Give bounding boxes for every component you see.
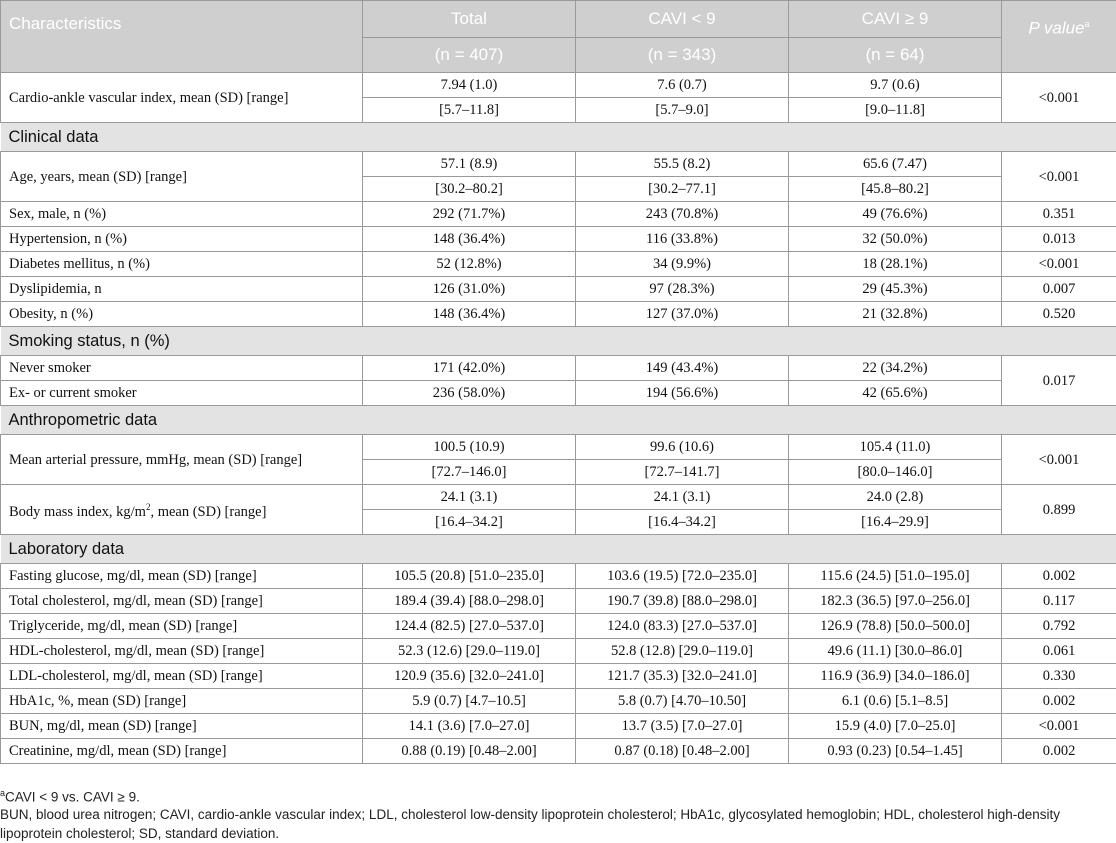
cell: [16.4–34.2] bbox=[363, 510, 576, 535]
cell: [9.0–11.8] bbox=[789, 98, 1002, 123]
row-label: HbA1c, %, mean (SD) [range] bbox=[1, 689, 363, 714]
row-label: BUN, mg/dl, mean (SD) [range] bbox=[1, 714, 363, 739]
cell: 0.88 (0.19) [0.48–2.00] bbox=[363, 739, 576, 764]
cell: 292 (71.7%) bbox=[363, 202, 576, 227]
p-value: <0.001 bbox=[1002, 252, 1116, 277]
cell: 13.7 (3.5) [7.0–27.0] bbox=[576, 714, 789, 739]
p-value: 0.792 bbox=[1002, 614, 1116, 639]
row-label: Obesity, n (%) bbox=[1, 302, 363, 327]
cell: 171 (42.0%) bbox=[363, 356, 576, 381]
cell: 7.6 (0.7) bbox=[576, 73, 789, 98]
cell: 105.5 (20.8) [51.0–235.0] bbox=[363, 564, 576, 589]
cell: 6.1 (0.6) [5.1–8.5] bbox=[789, 689, 1002, 714]
table-row bbox=[1, 739, 1116, 764]
row-label: Creatinine, mg/dl, mean (SD) [range] bbox=[1, 739, 363, 764]
cell: [30.2–77.1] bbox=[576, 177, 789, 202]
cell: 57.1 (8.9) bbox=[363, 152, 576, 177]
cell: 148 (36.4%) bbox=[363, 302, 576, 327]
cell: 120.9 (35.6) [32.0–241.0] bbox=[363, 664, 576, 689]
row-label: Age, years, mean (SD) [range] bbox=[1, 152, 363, 202]
table-row bbox=[1, 381, 1116, 406]
cell: 121.7 (35.3) [32.0–241.0] bbox=[576, 664, 789, 689]
table-row bbox=[1, 435, 1116, 460]
header-cavi-ge9: CAVI ≥ 9 bbox=[789, 1, 1002, 38]
cell: 194 (56.6%) bbox=[576, 381, 789, 406]
header-pvalue-sup: a bbox=[1085, 19, 1090, 29]
label-part: Body mass index, kg/m bbox=[9, 504, 146, 520]
cell: 22 (34.2%) bbox=[789, 356, 1002, 381]
row-label: Dyslipidemia, n bbox=[1, 277, 363, 302]
cell: 127 (37.0%) bbox=[576, 302, 789, 327]
header-n-ge9: (n = 64) bbox=[789, 38, 1002, 73]
section-row bbox=[1, 123, 1116, 152]
label-sup: 2 bbox=[146, 502, 151, 512]
table-row bbox=[1, 664, 1116, 689]
cell: 243 (70.8%) bbox=[576, 202, 789, 227]
row-label: LDL-cholesterol, mg/dl, mean (SD) [range] bbox=[1, 664, 363, 689]
cell: 52.8 (12.8) [29.0–119.0] bbox=[576, 639, 789, 664]
table-row bbox=[1, 302, 1116, 327]
row-label: Ex- or current smoker bbox=[1, 381, 363, 406]
cell: [5.7–11.8] bbox=[363, 98, 576, 123]
footnote-a bbox=[0, 784, 1116, 807]
row-label: HDL-cholesterol, mg/dl, mean (SD) [range] bbox=[1, 639, 363, 664]
p-value: <0.001 bbox=[1002, 73, 1116, 123]
cell: 124.4 (82.5) [27.0–537.0] bbox=[363, 614, 576, 639]
table-row bbox=[1, 152, 1116, 177]
p-value: 0.899 bbox=[1002, 485, 1116, 535]
row-label: Sex, male, n (%) bbox=[1, 202, 363, 227]
table-row bbox=[1, 252, 1116, 277]
cell: [72.7–146.0] bbox=[363, 460, 576, 485]
cell: 149 (43.4%) bbox=[576, 356, 789, 381]
cell: 190.7 (39.8) [88.0–298.0] bbox=[576, 589, 789, 614]
table-row bbox=[1, 589, 1116, 614]
header-n-lt9: (n = 343) bbox=[576, 38, 789, 73]
cell: 126.9 (78.8) [50.0–500.0] bbox=[789, 614, 1002, 639]
cell: 49.6 (11.1) [30.0–86.0] bbox=[789, 639, 1002, 664]
label-part: , mean (SD) [range] bbox=[150, 504, 266, 520]
p-value: 0.117 bbox=[1002, 589, 1116, 614]
header-n-total: (n = 407) bbox=[363, 38, 576, 73]
section-smoking: Smoking status, n (%) bbox=[1, 327, 1116, 356]
cell: 52.3 (12.6) [29.0–119.0] bbox=[363, 639, 576, 664]
cell: 24.1 (3.1) bbox=[576, 485, 789, 510]
cell: 18 (28.1%) bbox=[789, 252, 1002, 277]
cell: 0.87 (0.18) [0.48–2.00] bbox=[576, 739, 789, 764]
row-label: Triglyceride, mg/dl, mean (SD) [range] bbox=[1, 614, 363, 639]
row-label: Mean arterial pressure, mmHg, mean (SD) [range] bbox=[1, 435, 363, 485]
cell: [72.7–141.7] bbox=[576, 460, 789, 485]
table-row bbox=[1, 689, 1116, 714]
row-label: Cardio-ankle vascular index, mean (SD) [range] bbox=[1, 73, 363, 123]
cell: 115.6 (24.5) [51.0–195.0] bbox=[789, 564, 1002, 589]
cell: 189.4 (39.4) [88.0–298.0] bbox=[363, 589, 576, 614]
section-row bbox=[1, 535, 1116, 564]
cell: [5.7–9.0] bbox=[576, 98, 789, 123]
cell: 14.1 (3.6) [7.0–27.0] bbox=[363, 714, 576, 739]
cell: 21 (32.8%) bbox=[789, 302, 1002, 327]
header-characteristics: Characteristics bbox=[1, 1, 363, 73]
cell: 29 (45.3%) bbox=[789, 277, 1002, 302]
cell: 99.6 (10.6) bbox=[576, 435, 789, 460]
header-total: Total bbox=[363, 1, 576, 38]
p-value: <0.001 bbox=[1002, 152, 1116, 202]
row-label: Diabetes mellitus, n (%) bbox=[1, 252, 363, 277]
p-value: 0.351 bbox=[1002, 202, 1116, 227]
table-row bbox=[1, 714, 1116, 739]
cell: 124.0 (83.3) [27.0–537.0] bbox=[576, 614, 789, 639]
table-row bbox=[1, 277, 1116, 302]
row-label bbox=[1, 485, 363, 535]
cell: 32 (50.0%) bbox=[789, 227, 1002, 252]
row-label: Total cholesterol, mg/dl, mean (SD) [range] bbox=[1, 589, 363, 614]
p-value: 0.013 bbox=[1002, 227, 1116, 252]
row-label: Fasting glucose, mg/dl, mean (SD) [range] bbox=[1, 564, 363, 589]
p-value: 0.002 bbox=[1002, 564, 1116, 589]
cell: [16.4–29.9] bbox=[789, 510, 1002, 535]
cell: 42 (65.6%) bbox=[789, 381, 1002, 406]
section-clinical: Clinical data bbox=[1, 123, 1116, 152]
table-row bbox=[1, 614, 1116, 639]
section-row bbox=[1, 406, 1116, 435]
cell: 7.94 (1.0) bbox=[363, 73, 576, 98]
p-value: 0.017 bbox=[1002, 356, 1116, 406]
table-row bbox=[1, 73, 1116, 98]
cell: 148 (36.4%) bbox=[363, 227, 576, 252]
table-row bbox=[1, 485, 1116, 510]
footnote-abbreviations: BUN, blood urea nitrogen; CAVI, cardio-ankle vascular index; LDL, cholesterol low-density lipoprotein cholesterol; HbA1c, glycosylated hemoglobin; HDL, cholesterol high-density lipoprotein cholesterol; SD, standard deviation. bbox=[0, 805, 1116, 843]
table-row bbox=[1, 227, 1116, 252]
cell: 24.1 (3.1) bbox=[363, 485, 576, 510]
cell: [45.8–80.2] bbox=[789, 177, 1002, 202]
footnote-a-sup: a bbox=[0, 788, 5, 798]
p-value: <0.001 bbox=[1002, 435, 1116, 485]
cell: 49 (76.6%) bbox=[789, 202, 1002, 227]
cell: 103.6 (19.5) [72.0–235.0] bbox=[576, 564, 789, 589]
cell: 0.93 (0.23) [0.54–1.45] bbox=[789, 739, 1002, 764]
cell: 126 (31.0%) bbox=[363, 277, 576, 302]
cell: 97 (28.3%) bbox=[576, 277, 789, 302]
cell: 24.0 (2.8) bbox=[789, 485, 1002, 510]
cell: 5.9 (0.7) [4.7–10.5] bbox=[363, 689, 576, 714]
cell: 52 (12.8%) bbox=[363, 252, 576, 277]
cell: 105.4 (11.0) bbox=[789, 435, 1002, 460]
table-row bbox=[1, 564, 1116, 589]
cell: 34 (9.9%) bbox=[576, 252, 789, 277]
cell: 182.3 (36.5) [97.0–256.0] bbox=[789, 589, 1002, 614]
row-label: Never smoker bbox=[1, 356, 363, 381]
table-row bbox=[1, 639, 1116, 664]
section-anthro: Anthropometric data bbox=[1, 406, 1116, 435]
header-cavi-lt9: CAVI < 9 bbox=[576, 1, 789, 38]
row-label: Hypertension, n (%) bbox=[1, 227, 363, 252]
section-row bbox=[1, 327, 1116, 356]
cell: 15.9 (4.0) [7.0–25.0] bbox=[789, 714, 1002, 739]
p-value: <0.001 bbox=[1002, 714, 1116, 739]
header-pvalue bbox=[1002, 1, 1116, 73]
cell: 5.8 (0.7) [4.70–10.50] bbox=[576, 689, 789, 714]
cell: 116.9 (36.9) [34.0–186.0] bbox=[789, 664, 1002, 689]
cell: 100.5 (10.9) bbox=[363, 435, 576, 460]
p-value: 0.330 bbox=[1002, 664, 1116, 689]
table-row bbox=[1, 356, 1116, 381]
p-value: 0.007 bbox=[1002, 277, 1116, 302]
p-value: 0.061 bbox=[1002, 639, 1116, 664]
p-value: 0.520 bbox=[1002, 302, 1116, 327]
cell: 55.5 (8.2) bbox=[576, 152, 789, 177]
p-value: 0.002 bbox=[1002, 689, 1116, 714]
cell: [16.4–34.2] bbox=[576, 510, 789, 535]
cell: 236 (58.0%) bbox=[363, 381, 576, 406]
cell: 9.7 (0.6) bbox=[789, 73, 1002, 98]
footnote-a-text: CAVI < 9 vs. CAVI ≥ 9. bbox=[5, 790, 140, 805]
header-pvalue-text: P value bbox=[1028, 19, 1084, 38]
cell: 65.6 (7.47) bbox=[789, 152, 1002, 177]
table-row bbox=[1, 202, 1116, 227]
section-lab: Laboratory data bbox=[1, 535, 1116, 564]
cell: [80.0–146.0] bbox=[789, 460, 1002, 485]
cell: 116 (33.8%) bbox=[576, 227, 789, 252]
p-value: 0.002 bbox=[1002, 739, 1116, 764]
cell: [30.2–80.2] bbox=[363, 177, 576, 202]
